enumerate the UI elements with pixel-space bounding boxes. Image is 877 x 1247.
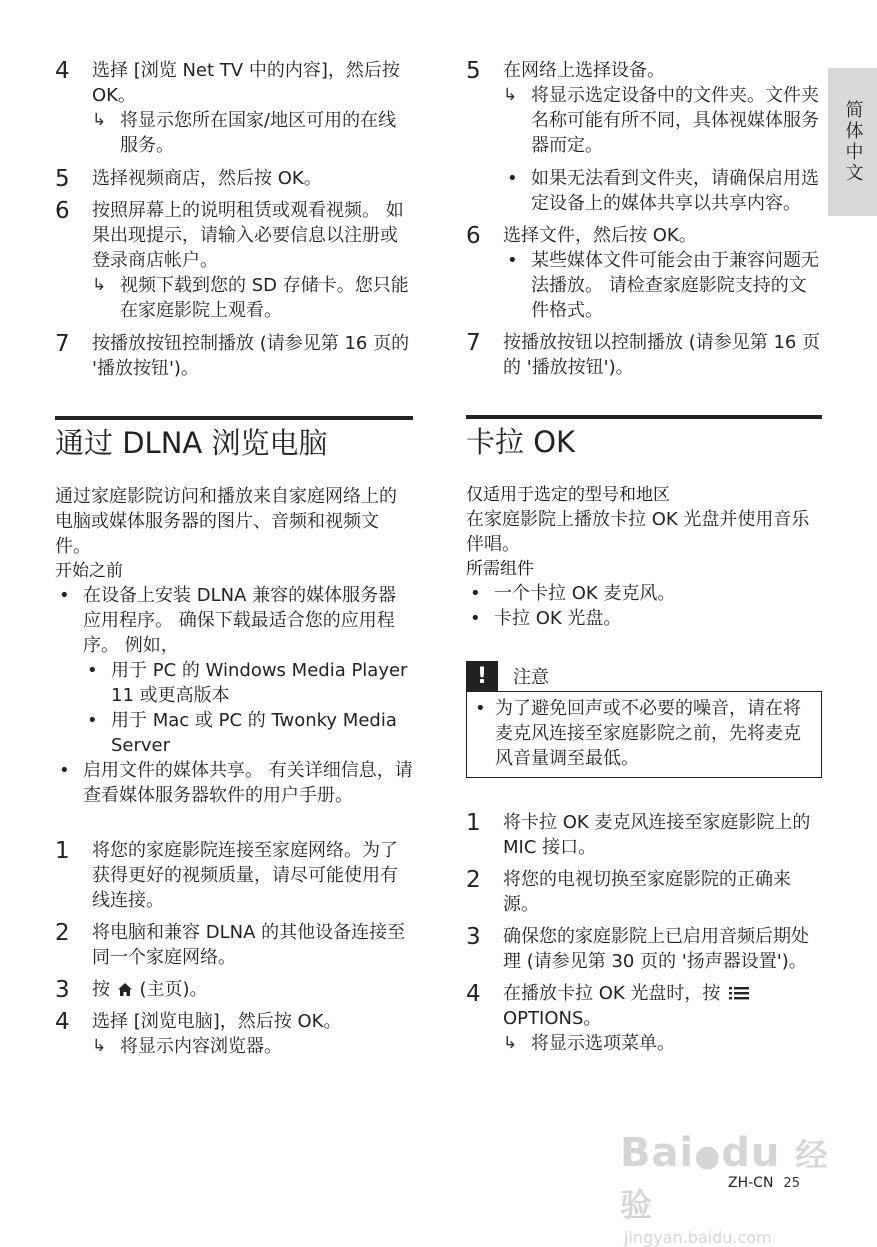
step-text: 按照屏幕上的说明租赁或观看视频。 如果出现提示，请输入必要信息以注册或登录商店帐户。 [92,200,404,271]
result-arrow-icon: ↳ [92,275,107,295]
step-right-7 [466,330,822,380]
result-arrow-icon: ↳ [92,1036,107,1056]
step-number: 5 [466,58,481,84]
section-rule [55,416,413,420]
bullet-icon: • [507,168,518,189]
note-box [466,691,822,778]
sub-list-item [83,658,413,708]
bullet-text: 卡拉 OK 光盘。 [494,608,622,629]
needs-title: 所需组件 [466,559,534,579]
step-result [92,108,413,158]
bullet-icon: • [59,760,70,781]
list-item [55,583,413,658]
step-number: 6 [466,223,481,249]
step-number: 7 [55,331,70,357]
bullet-icon: • [470,608,481,629]
baidu-watermark [620,1130,830,1247]
step-text-pre: 在播放卡拉 OK 光盘时，按 [503,983,721,1004]
language-tab-label: 简体中文 [842,100,864,184]
step-number: 1 [466,810,481,836]
step-karaoke-3 [466,924,822,974]
section-rule [466,415,822,419]
step-text: 确保您的家庭影院上已启用音频后期处理 (请参见第 30 页的 '扬声器设置')。 [503,926,809,972]
note-text: 为了避免回声或不必要的噪音，请在将麦克风连接至家庭影院之前，先将麦克风音量调至最低。 [495,698,801,769]
step-number: 6 [55,198,70,224]
bullet-text: 某些媒体文件可能会由于兼容问题无法播放。 请检查家庭影院支持的文件格式。 [531,250,819,321]
bullet-icon: • [507,250,518,271]
paw-icon: ● [694,1139,722,1174]
list-item [55,758,413,808]
result-text: 视频下载到您的 SD 存储卡。您只能在家庭影院上观看。 [120,275,409,321]
bullet-icon: • [87,660,98,681]
step-number: 3 [466,924,481,950]
sub-list-item [83,708,413,758]
result-text: 将显示内容浏览器。 [120,1036,282,1057]
step-dlna-1 [55,838,413,913]
options-menu-icon [729,986,749,1000]
right-column [466,58,822,1063]
step-text: 将您的电视切换至家庭影院的正确来源。 [503,869,791,915]
watermark-brand: Bai [620,1130,695,1176]
result-arrow-icon: ↳ [92,110,107,130]
step-left-7 [55,331,413,381]
step-text-post: (主页)。 [139,979,208,1000]
watermark-cn: 经验 [620,1136,829,1224]
bullet-text: 用于 PC 的 Windows Media Player 11 或更高版本 [111,660,408,706]
list-item [466,581,822,606]
step-number: 2 [55,920,70,946]
step-dlna-3 [55,977,413,1002]
step-number: 5 [55,166,70,192]
warning-icon: ! [466,661,498,691]
note-title: 注意 [513,667,549,688]
step-text: 将您的家庭影院连接至家庭网络。为了获得更好的视频质量，请尽可能使用有线连接。 [92,840,398,911]
step-karaoke-4 [466,981,822,1056]
list-item [466,606,822,631]
step-result [92,1034,413,1059]
result-text: 将显示您所在国家/地区可用的在线服务。 [120,110,397,156]
bullet-text: 如果无法看到文件夹，请确保启用选定设备上的媒体共享以共享内容。 [531,168,819,214]
step-left-6 [55,198,413,323]
bullet-text: 在设备上安装 DLNA 兼容的媒体服务器应用程序。 确保下载最适合您的应用程序。 例如， [83,585,397,656]
bullet-text: 启用文件的媒体共享。 有关详细信息，请查看媒体服务器软件的用户手册。 [83,760,413,806]
step-right-5 [466,58,822,216]
footer-lang: ZH-CN [728,1175,774,1191]
section-heading-dlna: 通过 DLNA 浏览电脑 [55,426,328,460]
step-karaoke-2 [466,867,822,917]
bullet-icon: • [87,710,98,731]
step-text-pre: 按 [92,979,110,1000]
step-text: 在网络上选择设备。 [503,60,665,81]
result-text: 将显示选项菜单。 [531,1033,675,1054]
step-number: 2 [466,867,481,893]
step-text: 按播放按钮以控制播放 (请参见第 16 页的 '播放按钮')。 [503,332,821,378]
before-title: 开始之前 [55,561,123,581]
section-heading-karaoke: 卡拉 OK [466,425,576,459]
karaoke-intro: 在家庭影院上播放卡拉 OK 光盘并使用音乐伴唱。 [466,509,810,555]
step-text [92,977,413,1002]
result-text: 将显示选定设备中的文件夹。文件夹名称可能有所不同，具体视媒体服务器而定。 [531,85,819,156]
watermark-brand-2: du [721,1130,781,1176]
list-item [503,166,822,216]
step-karaoke-1 [466,810,822,860]
step-number: 7 [466,330,481,356]
step-number: 4 [55,58,70,84]
step-text: 选择文件，然后按 OK。 [503,225,697,246]
step-left-5 [55,166,413,191]
step-dlna-2 [55,920,413,970]
step-text: 选择 [浏览 Net TV 中的内容]，然后按 OK。 [92,60,400,106]
step-right-6 [466,223,822,323]
models-title: 仅适用于选定的型号和地区 [466,485,670,505]
language-tab [828,68,877,216]
page-footer [728,1175,800,1191]
step-result [503,83,822,158]
left-column [55,58,413,1066]
step-text: 将卡拉 OK 麦克风连接至家庭影院上的 MIC 接口。 [503,812,811,858]
result-arrow-icon: ↳ [503,1033,518,1053]
step-number: 4 [466,981,481,1007]
bullet-text: 用于 Mac 或 PC 的 Twonky Media Server [111,710,397,756]
step-text: 选择 [浏览电脑]，然后按 OK。 [92,1011,342,1032]
step-number: 1 [55,838,70,864]
step-text: 选择视频商店，然后按 OK。 [92,168,322,189]
bullet-icon: • [59,585,70,606]
watermark-url: jingyan.baidu.com [624,1228,772,1247]
list-item [503,248,822,323]
step-dlna-4 [55,1009,413,1059]
bullet-text: 一个卡拉 OK 麦克风。 [494,583,676,604]
bullet-icon: • [475,698,486,719]
step-text: 将电脑和兼容 DLNA 的其他设备连接至同一个家庭网络。 [92,922,406,968]
bullet-icon: • [470,583,481,604]
step-text: 按播放按钮控制播放 (请参见第 16 页的 '播放按钮')。 [92,333,410,379]
step-text [503,981,822,1031]
home-icon [118,983,132,996]
note-item [475,696,813,771]
page-number: 25 [783,1176,800,1191]
dlna-intro: 通过家庭影院访问和播放来自家庭网络上的电脑或媒体服务器的图片、音频和视频文件。 [55,486,397,557]
step-left-4 [55,58,413,158]
result-arrow-icon: ↳ [503,85,518,105]
step-result [503,1031,822,1056]
step-number: 4 [55,1009,70,1035]
step-text-post: OPTIONS。 [503,1008,602,1029]
note-header [466,661,822,691]
step-result [92,273,413,323]
step-number: 3 [55,977,70,1003]
